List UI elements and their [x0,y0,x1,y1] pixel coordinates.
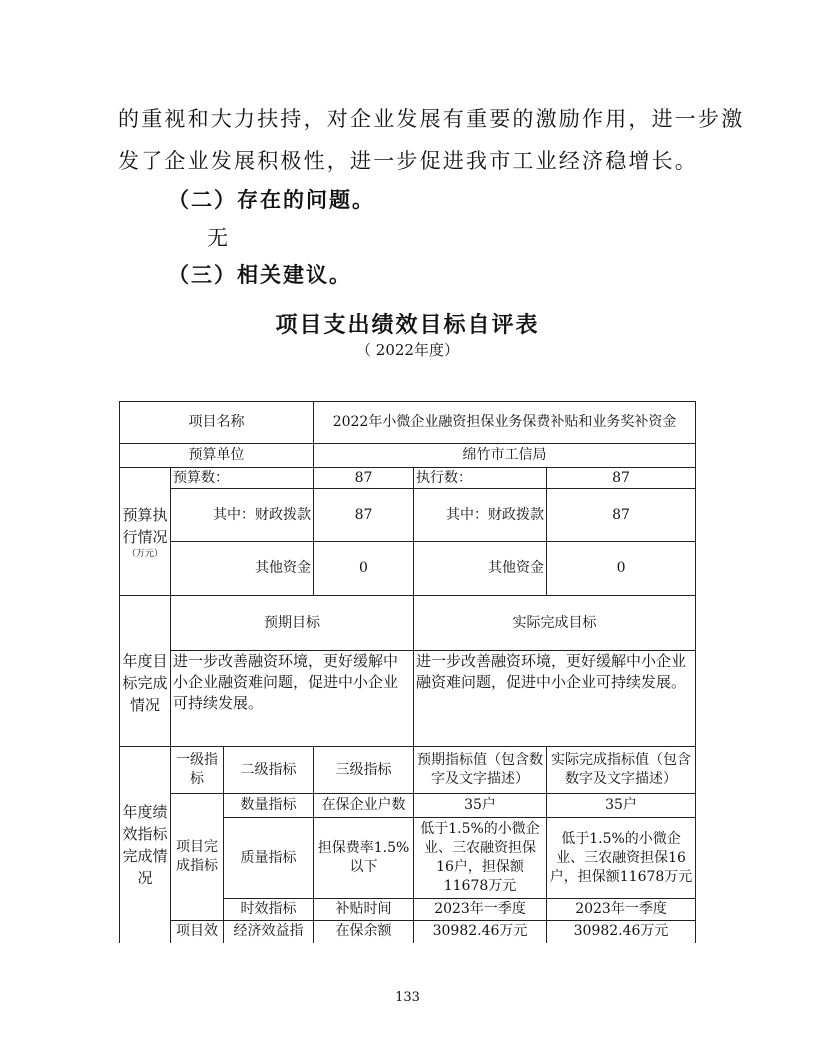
col-level3: 三级指标 [314,747,414,794]
section-2-heading: （二）存在的问题。 [168,188,375,212]
table-row-level2: 质量指标 [224,818,314,899]
section-2-content: 无 [207,226,231,250]
fiscal-label: 其中：财政拨款 [171,489,314,542]
perf-label: 年度绩效指标完成情况 [120,747,171,943]
table-row-actual: 2023年一季度 [547,899,696,921]
table-row-level3: 补贴时间 [314,899,414,921]
col-level1: 一级指标 [171,747,224,794]
table-row-expected: 2023年一季度 [414,899,547,921]
exec-count-value: 87 [547,468,696,489]
fiscal-budget-value: 87 [314,489,414,542]
budget-count-label: 预算数： [171,468,314,489]
table-row-expected: 35户 [414,794,547,818]
project-name-label: 项目名称 [120,402,314,444]
budget-exec-cell [120,468,171,596]
actual-goal-text: 进一步改善融资环境，更好缓解中小企业融资难问题，促进中小企业可持续发展。 [414,651,696,747]
fiscal-exec-label: 其中：财政拨款 [414,489,547,542]
other-exec-value: 0 [547,542,696,596]
col-actual: 实际完成指标值（包含数字及文字描述） [547,747,696,794]
exec-count-label: 执行数： [414,468,547,489]
fiscal-exec-value: 87 [547,489,696,542]
intro-line-1: 的重视和大力扶持，对企业发展有重要的激励作用，进一步激 [118,107,745,131]
expected-goal-text: 进一步改善融资环境，更好缓解中小企业融资难问题，促进中小企业可持续发展。 [171,651,414,747]
col-expected: 预期指标值（包含数字及文字描述） [414,747,547,794]
annual-goal-label: 年度目标完成情况 [120,596,171,747]
table-row-actual: 35户 [547,794,696,818]
group1-label: 项目完成指标 [171,794,224,921]
table-row-actual: 30982.46万元 [547,921,696,943]
page-number: 133 [395,990,420,1005]
other-label: 其他资金 [171,542,314,596]
budget-count-value: 87 [314,468,414,489]
budget-exec-label: 预算执行情况 [122,505,168,546]
table-row-expected: 低于1.5%的小微企业、三农融资担保16户，担保额11678万元 [414,818,547,899]
table-row-level3: 在保企业户数 [314,794,414,818]
table-row-level2: 时效指标 [224,899,314,921]
project-name-value: 2022年小微企业融资担保业务保费补贴和业务奖补资金 [314,402,696,444]
section-3-heading: （三）相关建议。 [168,263,352,287]
budget-unit-label: 预算单位 [120,444,314,468]
other-exec-label: 其他资金 [414,542,547,596]
intro-line-2: 发了企业发展积极性，进一步促进我市工业经济稳增长。 [118,149,698,173]
table-title: 项目支出绩效目标自评表 [275,313,540,338]
table-row-level3: 担保费率1.5%以下 [314,818,414,899]
expected-goal-label: 预期目标 [171,596,414,651]
other-budget-value: 0 [314,542,414,596]
col-level2: 二级指标 [224,747,314,794]
actual-goal-label: 实际完成目标 [414,596,696,651]
budget-exec-unit: （万元） [126,548,163,559]
table-row-level2: 数量指标 [224,794,314,818]
table-row-level2: 经济效益指 [224,921,314,943]
table-row-expected: 30982.46万元 [414,921,547,943]
group2-label: 项目效 [171,921,224,943]
table-row-actual: 低于1.5%的小微企业、三农融资担保16户，担保额11678万元 [547,818,696,899]
table-row-level3: 在保余额 [314,921,414,943]
budget-unit-value: 绵竹市工信局 [314,444,696,468]
performance-table [119,401,696,943]
table-year: （ 2022年度） [356,341,459,359]
